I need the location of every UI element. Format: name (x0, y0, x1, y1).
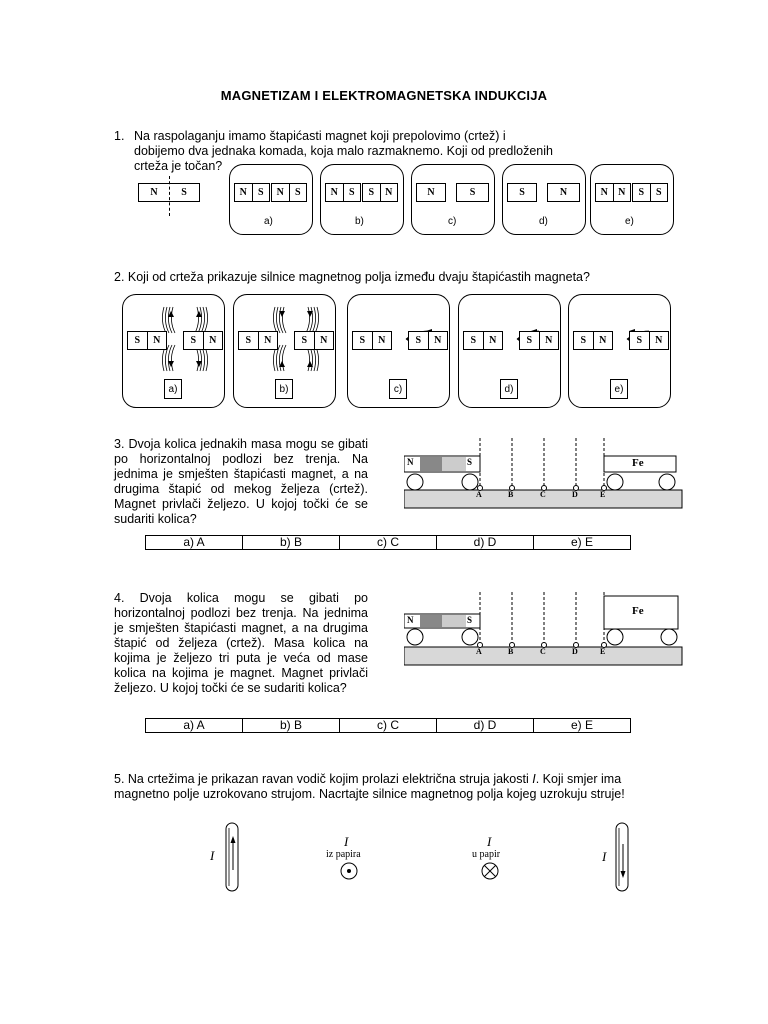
left-magnet (238, 331, 278, 350)
pole: S (470, 335, 477, 346)
left-magnet (127, 331, 167, 350)
option-label: e) (610, 379, 628, 399)
pole: S (580, 335, 587, 346)
option-label: d) (500, 379, 518, 399)
right-magnet (183, 331, 223, 350)
q3-answer-b[interactable]: b) B (243, 536, 340, 550)
q3-answer-table (145, 535, 631, 550)
q3-answer-a[interactable]: a) A (146, 536, 243, 550)
pole: N (428, 332, 448, 349)
point-a: A (476, 647, 482, 656)
q3-text: 3. Dvoja kolica jednakih masa mogu se gibati po horizontalnoj podlozi bez trenja. Na jednima je smješten štapićasti magnet, a na drugima štapić od mekog željeza (crtež). Magnet privlači željezo. U kojoj točki će se sudariti kolica? (114, 437, 368, 526)
pole: N (593, 332, 613, 349)
pole-n: N (150, 187, 158, 198)
q1-option-d[interactable] (502, 164, 586, 235)
pole: S (289, 184, 307, 201)
pole: N (372, 332, 392, 349)
current-label-up: I (210, 848, 215, 863)
pole: N (427, 187, 435, 198)
q4-text: 4. Dvoja kolica mogu se gibati po horizontalnoj podlozi bez trenja. Na jednima je smješten štapićasti magnet, a na drugima štapić od željeza (crtež). Masa kolica na kojima je željezo tri puta je veća od mase kolica na kojima je magnet. Magnet privlači željezo. U kojoj točki će se sudariti kolica? (114, 591, 368, 695)
point-b: B (508, 647, 514, 656)
pole: N (330, 187, 338, 198)
current-in-icon (480, 861, 500, 881)
option-label: e) (625, 216, 634, 227)
option-label: b) (355, 216, 364, 227)
q4-diagram (404, 590, 684, 670)
pole: S (650, 184, 668, 201)
wire-down-icon (614, 822, 630, 892)
q3-diagram (404, 436, 684, 510)
pole: S (343, 184, 361, 201)
q4-answer-b[interactable]: b) B (243, 719, 340, 733)
right-magnet (408, 331, 448, 350)
pole: N (147, 332, 167, 349)
pole: S (519, 187, 525, 198)
left-magnet (573, 331, 613, 350)
q2-option-a[interactable] (122, 294, 225, 408)
pole: S (636, 335, 643, 346)
left-magnet (352, 331, 392, 350)
pole: S (190, 335, 197, 346)
q1-option-b[interactable] (320, 164, 404, 235)
q3-answer-c[interactable]: c) C (340, 536, 437, 550)
q5-text-current: I (532, 772, 536, 786)
q4-answer-a[interactable]: a) A (146, 719, 243, 733)
option-label: a) (164, 379, 182, 399)
point-c: C (540, 490, 546, 499)
magnet-n-label: N (407, 457, 414, 467)
option-label: d) (539, 216, 548, 227)
pole: N (559, 187, 568, 198)
into-paper-label: u papir (472, 849, 501, 860)
pole: S (415, 335, 422, 346)
pole: S (245, 335, 252, 346)
left-magnet (463, 331, 503, 350)
current-out-icon (339, 861, 359, 881)
q5-text (114, 772, 634, 802)
pole: S (469, 187, 476, 198)
page-title: MAGNETIZAM I ELEKTROMAGNETSKA INDUKCIJA (220, 88, 548, 103)
pole: N (380, 184, 398, 201)
right-magnet (294, 331, 334, 350)
right-magnet (519, 331, 559, 350)
pole: N (613, 184, 631, 201)
option-label: c) (389, 379, 407, 399)
q4-answer-table (145, 718, 631, 733)
pole: N (539, 332, 559, 349)
q2-text: 2. Koji od crteža prikazuje silnice magnetnog polja između dvaju štapićastih magneta? (114, 270, 590, 284)
current-label-down: I (602, 849, 607, 864)
pole: S (368, 187, 375, 198)
q2-option-d[interactable] (458, 294, 561, 408)
magnet-s-label: S (467, 457, 473, 467)
q4-answer-d[interactable]: d) D (437, 719, 534, 733)
pole: S (638, 187, 645, 198)
right-magnet (629, 331, 669, 350)
current-label-out: I (344, 834, 349, 849)
q4-answer-e[interactable]: e) E (534, 719, 631, 733)
pole: S (134, 335, 141, 346)
q5-text-part1: 5. Na crtežima je prikazan ravan vodič kojim prolazi električna struja jakosti (114, 772, 533, 786)
pole: S (359, 335, 366, 346)
pole: N (239, 187, 247, 198)
point-c: C (540, 647, 546, 656)
pole: S (526, 335, 533, 346)
q1-number: 1. (114, 129, 125, 143)
q2-option-e[interactable] (568, 294, 671, 408)
wire-up-icon (224, 822, 240, 892)
q2-option-c[interactable] (347, 294, 450, 408)
iron-label: Fe (632, 457, 644, 469)
pole: N (600, 187, 608, 198)
point-a: A (476, 490, 482, 499)
q1-option-e[interactable] (590, 164, 674, 235)
point-e: E (600, 490, 606, 499)
q3-answer-e[interactable]: e) E (534, 536, 631, 550)
pole: S (301, 335, 308, 346)
pole: N (314, 332, 334, 349)
q1-option-c[interactable] (411, 164, 495, 235)
pole: S (252, 184, 270, 201)
out-of-paper-label: iz papira (326, 849, 361, 860)
q2-option-b[interactable] (233, 294, 336, 408)
current-label-in: I (487, 834, 492, 849)
q1-option-a[interactable] (229, 164, 313, 235)
q5-text-part2: . Koji smjer ima magnetno polje uzrokovano strujom. Nacrtajte silnice magnetnog polja kojeg uzrokuju struje! (114, 772, 625, 801)
option-label: b) (275, 379, 293, 399)
q3-answer-d[interactable]: d) D (437, 536, 534, 550)
point-d: D (572, 647, 578, 656)
point-e: E (600, 647, 606, 656)
pole: N (276, 187, 284, 198)
point-b: B (508, 490, 514, 499)
option-label: c) (448, 216, 457, 227)
point-d: D (572, 490, 578, 499)
option-label: a) (264, 216, 273, 227)
pole-s: S (181, 187, 187, 198)
iron-label: Fe (632, 605, 644, 617)
q4-answer-c[interactable]: c) C (340, 719, 437, 733)
q1-text: Na raspolaganju imamo štapićasti magnet koji prepolovimo (crtež) i dobijemo dva jednaka komada, koja malo razmaknemo. Koji od predloženih crteža je točan? (134, 129, 553, 173)
magnet-s-label: S (467, 615, 473, 625)
magnet-n-label: N (407, 615, 414, 625)
pole: N (203, 332, 223, 349)
pole: N (258, 332, 278, 349)
pole: N (483, 332, 503, 349)
pole: N (649, 332, 669, 349)
